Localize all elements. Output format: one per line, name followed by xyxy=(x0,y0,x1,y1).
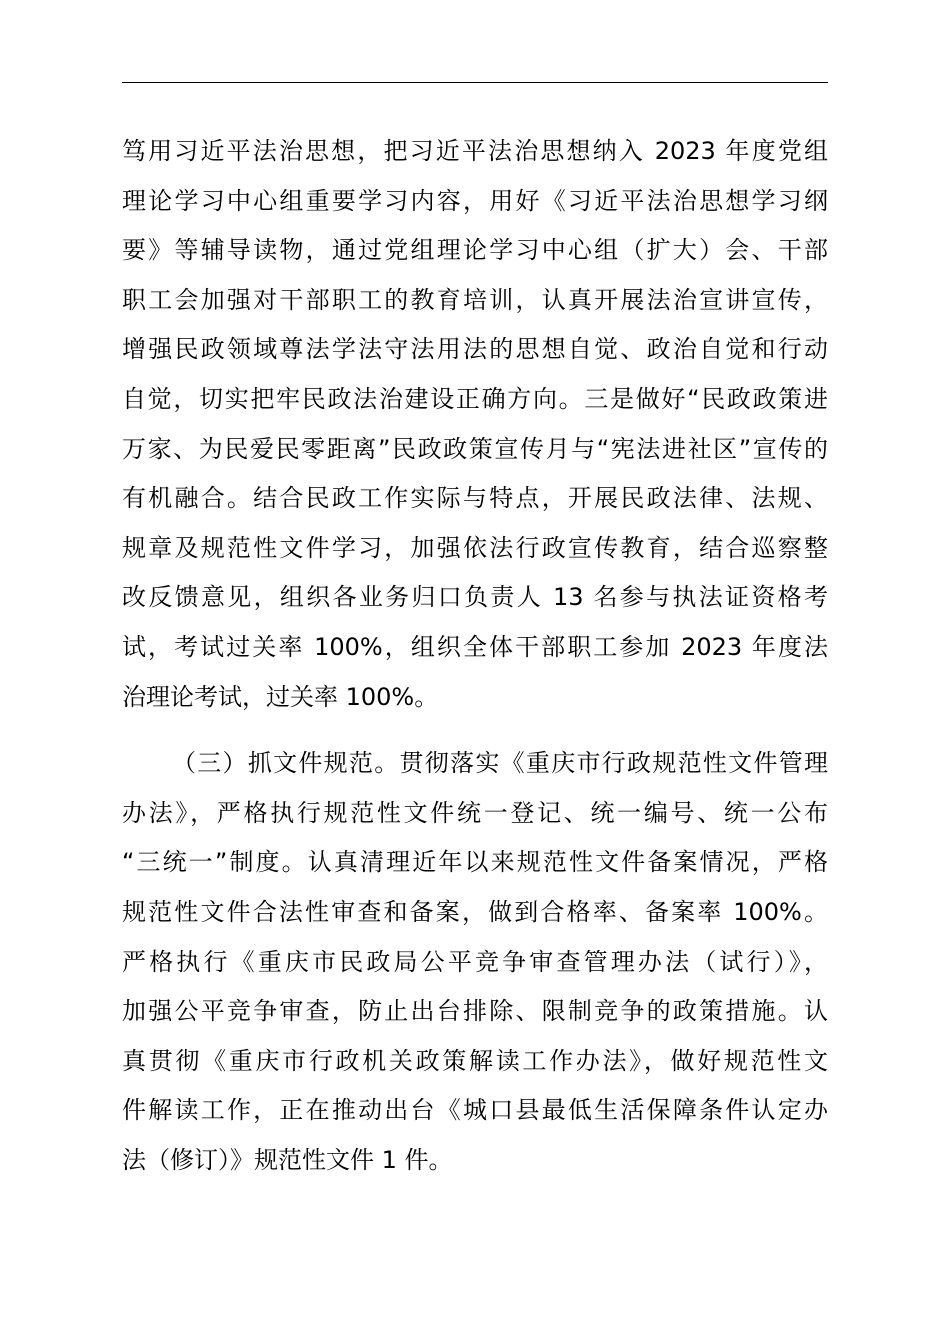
text-line: 要》等辅导读物，通过党组理论学习中心组（扩大）会、干部 xyxy=(122,236,828,265)
paragraph-gap xyxy=(122,722,828,739)
text-line: 真贯彻《重庆市行政机关政策解读工作办法》，做好规范性文 xyxy=(122,1046,828,1075)
text-line: 件解读工作，正在推动出台《城口县最低生活保障条件认定办 xyxy=(122,1096,828,1125)
text-line: 理论学习中心组重要学习内容，用好《习近平法治思想学习纲 xyxy=(122,186,828,215)
header-rule xyxy=(122,82,828,83)
text-line: 改反馈意见，组织各业务归口负责人 13 名参与执法证资格考 xyxy=(122,583,828,612)
text-line: 万家、为民爱民零距离”民政政策宣传月与“宪法进社区”宣传的 xyxy=(122,434,828,463)
paragraph-1 xyxy=(122,127,828,722)
body-text xyxy=(122,127,828,1185)
text-line: 职工会加强对干部职工的教育培训，认真开展法治宣讲宣传， xyxy=(122,285,828,314)
text-line: 增强民政领域尊法学法守法用法的思想自觉、政治自觉和行动 xyxy=(122,335,828,364)
text-line: 试，考试过关率 100%，组织全体干部职工参加 2023 年度法 xyxy=(122,632,828,661)
text-line: 规章及规范性文件学习，加强依法行政宣传教育，结合巡察整 xyxy=(122,533,828,562)
text-line: （三）抓文件规范。贯彻落实《重庆市行政规范性文件管理 xyxy=(172,749,828,778)
text-line: 法（修订）》规范性文件 1 件。 xyxy=(122,1145,453,1174)
text-line: “三统一”制度。认真清理近年以来规范性文件备案情况，严格 xyxy=(122,848,828,877)
text-line: 规范性文件合法性审查和备案，做到合格率、备案率 100%。 xyxy=(122,897,828,926)
paragraph-2 xyxy=(122,739,828,1185)
text-line: 办法》，严格执行规范性文件统一登记、统一编号、统一公布 xyxy=(122,798,828,827)
text-line: 笃用习近平法治思想，把习近平法治思想纳入 2023 年度党组 xyxy=(122,137,828,165)
text-line: 自觉，切实把牢民政法治建设正确方向。三是做好“民政政策进 xyxy=(122,384,828,413)
text-line: 治理论考试，过关率 100%。 xyxy=(122,682,439,711)
text-line: 有机融合。结合民政工作实际与特点，开展民政法律、法规、 xyxy=(122,484,828,513)
text-line: 严格执行《重庆市民政局公平竞争审查管理办法（试行）》， xyxy=(122,947,828,976)
text-line: 加强公平竞争审查，防止出台排除、限制竞争的政策措施。认 xyxy=(122,997,828,1026)
